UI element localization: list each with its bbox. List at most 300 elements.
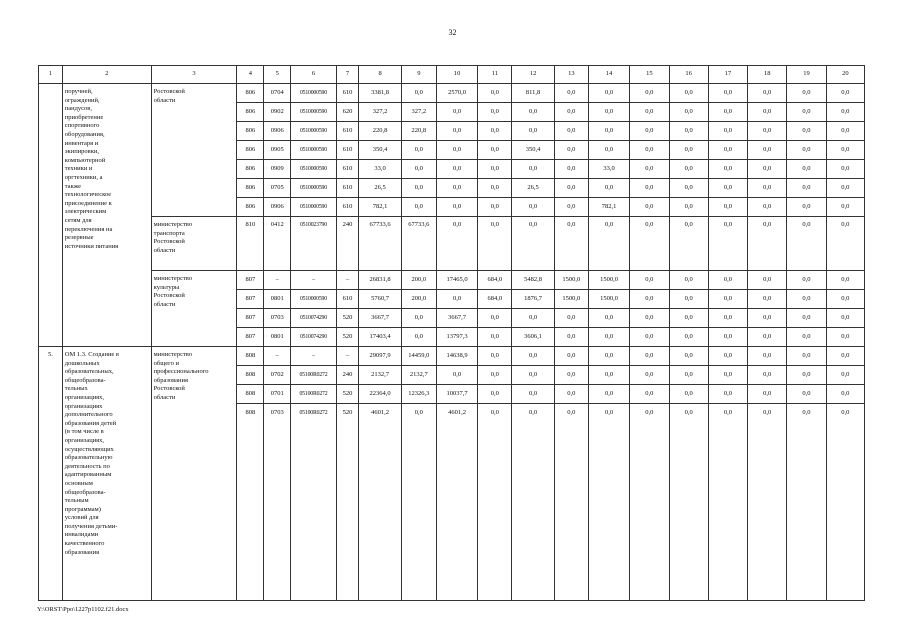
cell-col-20: 0,0 — [826, 271, 864, 290]
cell-col-13: 1500,0 — [554, 290, 588, 309]
cell-col-4: 806 — [237, 141, 264, 160]
cell-col-15: 0,0 — [630, 404, 669, 601]
cell-col-7: 520 — [336, 309, 359, 328]
cell-col-5: 0705 — [264, 179, 291, 198]
executor-name: Ростовской области — [151, 84, 237, 217]
cell-col-19: 0,0 — [787, 366, 826, 385]
cell-col-8: 22364,0 — [359, 385, 401, 404]
cell-col-5: 0905 — [264, 141, 291, 160]
cell-col-19: 0,0 — [787, 404, 826, 601]
cell-col-7: 610 — [336, 160, 359, 179]
cell-col-17: 0,0 — [708, 122, 747, 141]
cell-col-9: 327,2 — [401, 103, 436, 122]
cell-col-15: 0,0 — [630, 309, 669, 328]
cell-col-10: 0,0 — [436, 179, 477, 198]
cell-col-5: 0412 — [264, 217, 291, 271]
cell-col-15: 0,0 — [630, 103, 669, 122]
cell-col-10: 2570,0 — [436, 84, 477, 103]
cell-col-17: 0,0 — [708, 198, 747, 217]
cell-col-18: 0,0 — [748, 122, 787, 141]
cell-col-17: 0,0 — [708, 141, 747, 160]
cell-col-6: 0510000590 — [291, 141, 336, 160]
cell-col-9: 2132,7 — [401, 366, 436, 385]
cell-col-15: 0,0 — [630, 271, 669, 290]
cell-col-5: 0703 — [264, 309, 291, 328]
cell-col-5: 0801 — [264, 328, 291, 347]
cell-col-14: 0,0 — [588, 84, 629, 103]
cell-col-8: 220,8 — [359, 122, 401, 141]
cell-col-16: 0,0 — [669, 141, 708, 160]
header-cell-6: 6 — [291, 66, 336, 84]
cell-col-12: 0,0 — [512, 385, 554, 404]
cell-col-18: 0,0 — [748, 309, 787, 328]
cell-col-11: 0,0 — [478, 84, 512, 103]
cell-col-8: 26831,8 — [359, 271, 401, 290]
cell-col-13: 0,0 — [554, 179, 588, 198]
cell-col-8: 67733,6 — [359, 217, 401, 271]
cell-col-6: 0510000590 — [291, 179, 336, 198]
cell-col-14: 1500,0 — [588, 290, 629, 309]
cell-col-5: – — [264, 347, 291, 366]
cell-col-12: 811,8 — [512, 84, 554, 103]
cell-col-16: 0,0 — [669, 122, 708, 141]
cell-col-13: 0,0 — [554, 328, 588, 347]
cell-col-17: 0,0 — [708, 366, 747, 385]
cell-col-15: 0,0 — [630, 385, 669, 404]
cell-col-7: 610 — [336, 84, 359, 103]
cell-col-13: 0,0 — [554, 366, 588, 385]
cell-col-10: 4601,2 — [436, 404, 477, 601]
cell-col-5: 0702 — [264, 366, 291, 385]
cell-col-20: 0,0 — [826, 84, 864, 103]
cell-col-13: 0,0 — [554, 198, 588, 217]
cell-col-4: 808 — [237, 347, 264, 366]
cell-col-19: 0,0 — [787, 309, 826, 328]
cell-col-18: 0,0 — [748, 271, 787, 290]
cell-col-19: 0,0 — [787, 122, 826, 141]
header-cell-14: 14 — [588, 66, 629, 84]
cell-col-10: 10037,7 — [436, 385, 477, 404]
cell-col-13: 0,0 — [554, 160, 588, 179]
cell-col-15: 0,0 — [630, 141, 669, 160]
cell-col-11: 0,0 — [478, 179, 512, 198]
header-cell-7: 7 — [336, 66, 359, 84]
cell-col-18: 0,0 — [748, 179, 787, 198]
cell-col-18: 0,0 — [748, 103, 787, 122]
cell-col-10: 0,0 — [436, 103, 477, 122]
cell-col-4: 810 — [237, 217, 264, 271]
cell-col-9: 0,0 — [401, 404, 436, 601]
header-cell-1: 1 — [39, 66, 63, 84]
cell-col-9: 220,8 — [401, 122, 436, 141]
table-row — [39, 217, 865, 271]
cell-col-17: 0,0 — [708, 160, 747, 179]
cell-col-9: 0,0 — [401, 309, 436, 328]
cell-col-20: 0,0 — [826, 290, 864, 309]
cell-col-20: 0,0 — [826, 179, 864, 198]
cell-col-10: 13797,3 — [436, 328, 477, 347]
cell-col-14: 0,0 — [588, 103, 629, 122]
cell-col-16: 0,0 — [669, 179, 708, 198]
cell-col-15: 0,0 — [630, 366, 669, 385]
cell-col-8: 2132,7 — [359, 366, 401, 385]
cell-col-10: 0,0 — [436, 217, 477, 271]
cell-col-19: 0,0 — [787, 271, 826, 290]
cell-col-18: 0,0 — [748, 290, 787, 309]
cell-col-14: 0,0 — [588, 122, 629, 141]
cell-col-6: – — [291, 271, 336, 290]
cell-col-8: 327,2 — [359, 103, 401, 122]
cell-col-17: 0,0 — [708, 347, 747, 366]
cell-col-7: 610 — [336, 179, 359, 198]
cell-col-6: 0510000590 — [291, 160, 336, 179]
cell-col-7: – — [336, 271, 359, 290]
cell-col-4: 806 — [237, 179, 264, 198]
cell-col-12: 350,4 — [512, 141, 554, 160]
cell-col-6: 05100R0272 — [291, 385, 336, 404]
cell-col-6: – — [291, 347, 336, 366]
cell-col-9: 67733,6 — [401, 217, 436, 271]
cell-col-5: 0902 — [264, 103, 291, 122]
cell-col-20: 0,0 — [826, 328, 864, 347]
cell-col-20: 0,0 — [826, 404, 864, 601]
cell-col-8: 4601,2 — [359, 404, 401, 601]
cell-col-11: 0,0 — [478, 103, 512, 122]
cell-col-19: 0,0 — [787, 179, 826, 198]
cell-col-20: 0,0 — [826, 385, 864, 404]
cell-col-14: 0,0 — [588, 347, 629, 366]
cell-col-10: 0,0 — [436, 122, 477, 141]
cell-col-5: 0906 — [264, 122, 291, 141]
cell-col-17: 0,0 — [708, 84, 747, 103]
cell-col-19: 0,0 — [787, 198, 826, 217]
cell-col-4: 808 — [237, 366, 264, 385]
cell-col-11: 0,0 — [478, 385, 512, 404]
cell-col-16: 0,0 — [669, 385, 708, 404]
cell-col-18: 0,0 — [748, 385, 787, 404]
cell-col-14: 0,0 — [588, 217, 629, 271]
cell-col-15: 0,0 — [630, 347, 669, 366]
cell-col-12: 0,0 — [512, 160, 554, 179]
cell-col-7: 610 — [336, 290, 359, 309]
cell-col-6: 0510000590 — [291, 84, 336, 103]
cell-col-5: 0701 — [264, 385, 291, 404]
header-cell-13: 13 — [554, 66, 588, 84]
cell-col-11: 684,0 — [478, 290, 512, 309]
cell-col-10: 3667,7 — [436, 309, 477, 328]
cell-col-11: 0,0 — [478, 141, 512, 160]
cell-col-8: 26,5 — [359, 179, 401, 198]
cell-col-16: 0,0 — [669, 160, 708, 179]
header-cell-12: 12 — [512, 66, 554, 84]
cell-col-14: 33,0 — [588, 160, 629, 179]
cell-col-13: 0,0 — [554, 122, 588, 141]
cell-col-17: 0,0 — [708, 271, 747, 290]
cell-col-20: 0,0 — [826, 309, 864, 328]
cell-col-15: 0,0 — [630, 179, 669, 198]
cell-col-14: 782,1 — [588, 198, 629, 217]
table-row — [39, 347, 865, 366]
cell-col-10: 17465,0 — [436, 271, 477, 290]
header-cell-18: 18 — [748, 66, 787, 84]
cell-col-16: 0,0 — [669, 290, 708, 309]
header-cell-8: 8 — [359, 66, 401, 84]
cell-col-13: 0,0 — [554, 141, 588, 160]
header-cell-19: 19 — [787, 66, 826, 84]
cell-col-4: 806 — [237, 103, 264, 122]
table-row — [39, 84, 865, 103]
cell-col-9: 0,0 — [401, 328, 436, 347]
cell-col-8: 5760,7 — [359, 290, 401, 309]
cell-col-5: 0704 — [264, 84, 291, 103]
cell-col-8: 350,4 — [359, 141, 401, 160]
cell-col-9: 200,0 — [401, 290, 436, 309]
cell-col-15: 0,0 — [630, 198, 669, 217]
cell-col-7: 620 — [336, 103, 359, 122]
cell-col-18: 0,0 — [748, 347, 787, 366]
cell-col-9: 0,0 — [401, 84, 436, 103]
cell-col-12: 0,0 — [512, 198, 554, 217]
cell-col-12: 0,0 — [512, 366, 554, 385]
cell-col-16: 0,0 — [669, 404, 708, 601]
cell-col-19: 0,0 — [787, 141, 826, 160]
cell-col-18: 0,0 — [748, 217, 787, 271]
cell-col-15: 0,0 — [630, 122, 669, 141]
cell-col-10: 0,0 — [436, 198, 477, 217]
cell-col-4: 806 — [237, 160, 264, 179]
cell-col-13: 0,0 — [554, 385, 588, 404]
cell-col-13: 0,0 — [554, 347, 588, 366]
cell-col-9: 200,0 — [401, 271, 436, 290]
cell-col-16: 0,0 — [669, 271, 708, 290]
header-row — [39, 66, 865, 84]
cell-col-14: 0,0 — [588, 179, 629, 198]
cell-col-19: 0,0 — [787, 385, 826, 404]
row-number — [39, 84, 63, 347]
cell-col-5: 0703 — [264, 404, 291, 601]
cell-col-11: 0,0 — [478, 309, 512, 328]
cell-col-11: 0,0 — [478, 366, 512, 385]
header-cell-15: 15 — [630, 66, 669, 84]
footer-file-path: Y:\ORST\Ppo\1227p1102.f21.docx — [37, 606, 129, 613]
cell-col-20: 0,0 — [826, 160, 864, 179]
cell-col-7: 610 — [336, 122, 359, 141]
cell-col-9: 0,0 — [401, 179, 436, 198]
cell-col-17: 0,0 — [708, 179, 747, 198]
cell-col-11: 0,0 — [478, 122, 512, 141]
executor-name: министерство транспорта Ростовской области — [151, 217, 237, 271]
cell-col-8: 33,0 — [359, 160, 401, 179]
executor-name: министерство общего и профессионального образования Ростовской области — [151, 347, 237, 601]
cell-col-12: 1876,7 — [512, 290, 554, 309]
cell-col-6: 0510000590 — [291, 103, 336, 122]
cell-col-10: 0,0 — [436, 366, 477, 385]
cell-col-10: 14638,9 — [436, 347, 477, 366]
cell-col-5: 0909 — [264, 160, 291, 179]
cell-col-8: 782,1 — [359, 198, 401, 217]
cell-col-8: 29097,9 — [359, 347, 401, 366]
cell-col-16: 0,0 — [669, 347, 708, 366]
cell-col-19: 0,0 — [787, 217, 826, 271]
cell-col-18: 0,0 — [748, 328, 787, 347]
cell-col-18: 0,0 — [748, 404, 787, 601]
cell-col-8: 17403,4 — [359, 328, 401, 347]
cell-col-6: 0510000590 — [291, 198, 336, 217]
cell-col-20: 0,0 — [826, 103, 864, 122]
cell-col-14: 0,0 — [588, 385, 629, 404]
cell-col-20: 0,0 — [826, 198, 864, 217]
cell-col-16: 0,0 — [669, 328, 708, 347]
cell-col-15: 0,0 — [630, 328, 669, 347]
cell-col-17: 0,0 — [708, 385, 747, 404]
header-cell-10: 10 — [436, 66, 477, 84]
cell-col-12: 5482,8 — [512, 271, 554, 290]
cell-col-12: 0,0 — [512, 309, 554, 328]
cell-col-8: 3667,7 — [359, 309, 401, 328]
row-number: 5. — [39, 347, 63, 601]
cell-col-19: 0,0 — [787, 347, 826, 366]
cell-col-11: 684,0 — [478, 271, 512, 290]
cell-col-18: 0,0 — [748, 366, 787, 385]
cell-col-16: 0,0 — [669, 103, 708, 122]
cell-col-19: 0,0 — [787, 84, 826, 103]
budget-table — [38, 65, 865, 601]
cell-col-5: – — [264, 271, 291, 290]
cell-col-16: 0,0 — [669, 309, 708, 328]
cell-col-12: 0,0 — [512, 122, 554, 141]
cell-col-14: 0,0 — [588, 404, 629, 601]
cell-col-16: 0,0 — [669, 84, 708, 103]
header-cell-5: 5 — [264, 66, 291, 84]
cell-col-17: 0,0 — [708, 290, 747, 309]
cell-col-17: 0,0 — [708, 103, 747, 122]
cell-col-18: 0,0 — [748, 84, 787, 103]
cell-col-19: 0,0 — [787, 290, 826, 309]
header-cell-20: 20 — [826, 66, 864, 84]
cell-col-14: 0,0 — [588, 309, 629, 328]
cell-col-7: 240 — [336, 217, 359, 271]
cell-col-7: 520 — [336, 385, 359, 404]
cell-col-7: 240 — [336, 366, 359, 385]
cell-col-12: 0,0 — [512, 347, 554, 366]
cell-col-6: 0510000590 — [291, 122, 336, 141]
cell-col-5: 0906 — [264, 198, 291, 217]
cell-col-4: 807 — [237, 271, 264, 290]
cell-col-7: 610 — [336, 141, 359, 160]
cell-col-6: 0510074290 — [291, 328, 336, 347]
header-cell-9: 9 — [401, 66, 436, 84]
cell-col-9: 0,0 — [401, 160, 436, 179]
cell-col-15: 0,0 — [630, 160, 669, 179]
cell-col-10: 0,0 — [436, 290, 477, 309]
cell-col-12: 0,0 — [512, 404, 554, 601]
cell-col-15: 0,0 — [630, 217, 669, 271]
cell-col-20: 0,0 — [826, 141, 864, 160]
cell-col-10: 0,0 — [436, 160, 477, 179]
cell-col-4: 808 — [237, 404, 264, 601]
cell-col-14: 0,0 — [588, 366, 629, 385]
cell-col-7: – — [336, 347, 359, 366]
cell-col-11: 0,0 — [478, 328, 512, 347]
header-cell-16: 16 — [669, 66, 708, 84]
cell-col-6: 05100R0272 — [291, 366, 336, 385]
cell-col-7: 520 — [336, 328, 359, 347]
cell-col-17: 0,0 — [708, 328, 747, 347]
cell-col-12: 3606,1 — [512, 328, 554, 347]
cell-col-4: 807 — [237, 328, 264, 347]
cell-col-13: 0,0 — [554, 217, 588, 271]
cell-col-8: 3381,8 — [359, 84, 401, 103]
cell-col-14: 1500,0 — [588, 271, 629, 290]
cell-col-11: 0,0 — [478, 160, 512, 179]
cell-col-9: 0,0 — [401, 198, 436, 217]
cell-col-13: 0,0 — [554, 84, 588, 103]
cell-col-20: 0,0 — [826, 347, 864, 366]
header-cell-11: 11 — [478, 66, 512, 84]
cell-col-18: 0,0 — [748, 141, 787, 160]
cell-col-11: 0,0 — [478, 217, 512, 271]
cell-col-10: 0,0 — [436, 141, 477, 160]
cell-col-12: 26,5 — [512, 179, 554, 198]
cell-col-18: 0,0 — [748, 198, 787, 217]
executor-name: министерство культуры Ростовской области — [151, 271, 237, 347]
cell-col-6: 0510023790 — [291, 217, 336, 271]
cell-col-4: 807 — [237, 290, 264, 309]
cell-col-9: 14459,0 — [401, 347, 436, 366]
cell-col-16: 0,0 — [669, 198, 708, 217]
cell-col-20: 0,0 — [826, 122, 864, 141]
cell-col-13: 1500,0 — [554, 271, 588, 290]
header-cell-17: 17 — [708, 66, 747, 84]
cell-col-13: 0,0 — [554, 103, 588, 122]
cell-col-11: 0,0 — [478, 404, 512, 601]
cell-col-4: 807 — [237, 309, 264, 328]
cell-col-19: 0,0 — [787, 160, 826, 179]
cell-col-9: 0,0 — [401, 141, 436, 160]
cell-col-6: 0510074290 — [291, 309, 336, 328]
cell-col-18: 0,0 — [748, 160, 787, 179]
cell-col-6: 05100R0272 — [291, 404, 336, 601]
cell-col-13: 0,0 — [554, 404, 588, 601]
cell-col-19: 0,0 — [787, 328, 826, 347]
cell-col-14: 0,0 — [588, 141, 629, 160]
page-number: 32 — [448, 28, 457, 37]
cell-col-11: 0,0 — [478, 198, 512, 217]
cell-col-6: 0510000590 — [291, 290, 336, 309]
cell-col-5: 0801 — [264, 290, 291, 309]
cell-col-17: 0,0 — [708, 217, 747, 271]
cell-col-20: 0,0 — [826, 366, 864, 385]
cell-col-15: 0,0 — [630, 290, 669, 309]
cell-col-14: 0,0 — [588, 328, 629, 347]
cell-col-4: 808 — [237, 385, 264, 404]
measure-name: поручней, ограждений, пандусов, приобретение спортивного оборудования, инвентаря и экипировки, компьютерной техники и оргтехники, а также технологическое присоединение к электрическим сетям для переключения на резервные источники питания — [62, 84, 151, 347]
cell-col-17: 0,0 — [708, 309, 747, 328]
cell-col-11: 0,0 — [478, 347, 512, 366]
cell-col-9: 12326,3 — [401, 385, 436, 404]
cell-col-4: 806 — [237, 84, 264, 103]
cell-col-4: 806 — [237, 122, 264, 141]
header-cell-3: 3 — [151, 66, 237, 84]
cell-col-20: 0,0 — [826, 217, 864, 271]
cell-col-17: 0,0 — [708, 404, 747, 601]
cell-col-16: 0,0 — [669, 217, 708, 271]
header-cell-2: 2 — [62, 66, 151, 84]
cell-col-12: 0,0 — [512, 217, 554, 271]
cell-col-12: 0,0 — [512, 103, 554, 122]
cell-col-13: 0,0 — [554, 309, 588, 328]
measure-name: ОМ 1.3. Создание в дошкольных образовательных, общеобразова- тельных организациях, организациях дополнительного образования детей (в том числе в организациях, осуществляющих образовательную деятельность по адаптированным основным общеобразова- тельным программам) условий для получения детьми- инвалидами качественного образования — [62, 347, 151, 601]
